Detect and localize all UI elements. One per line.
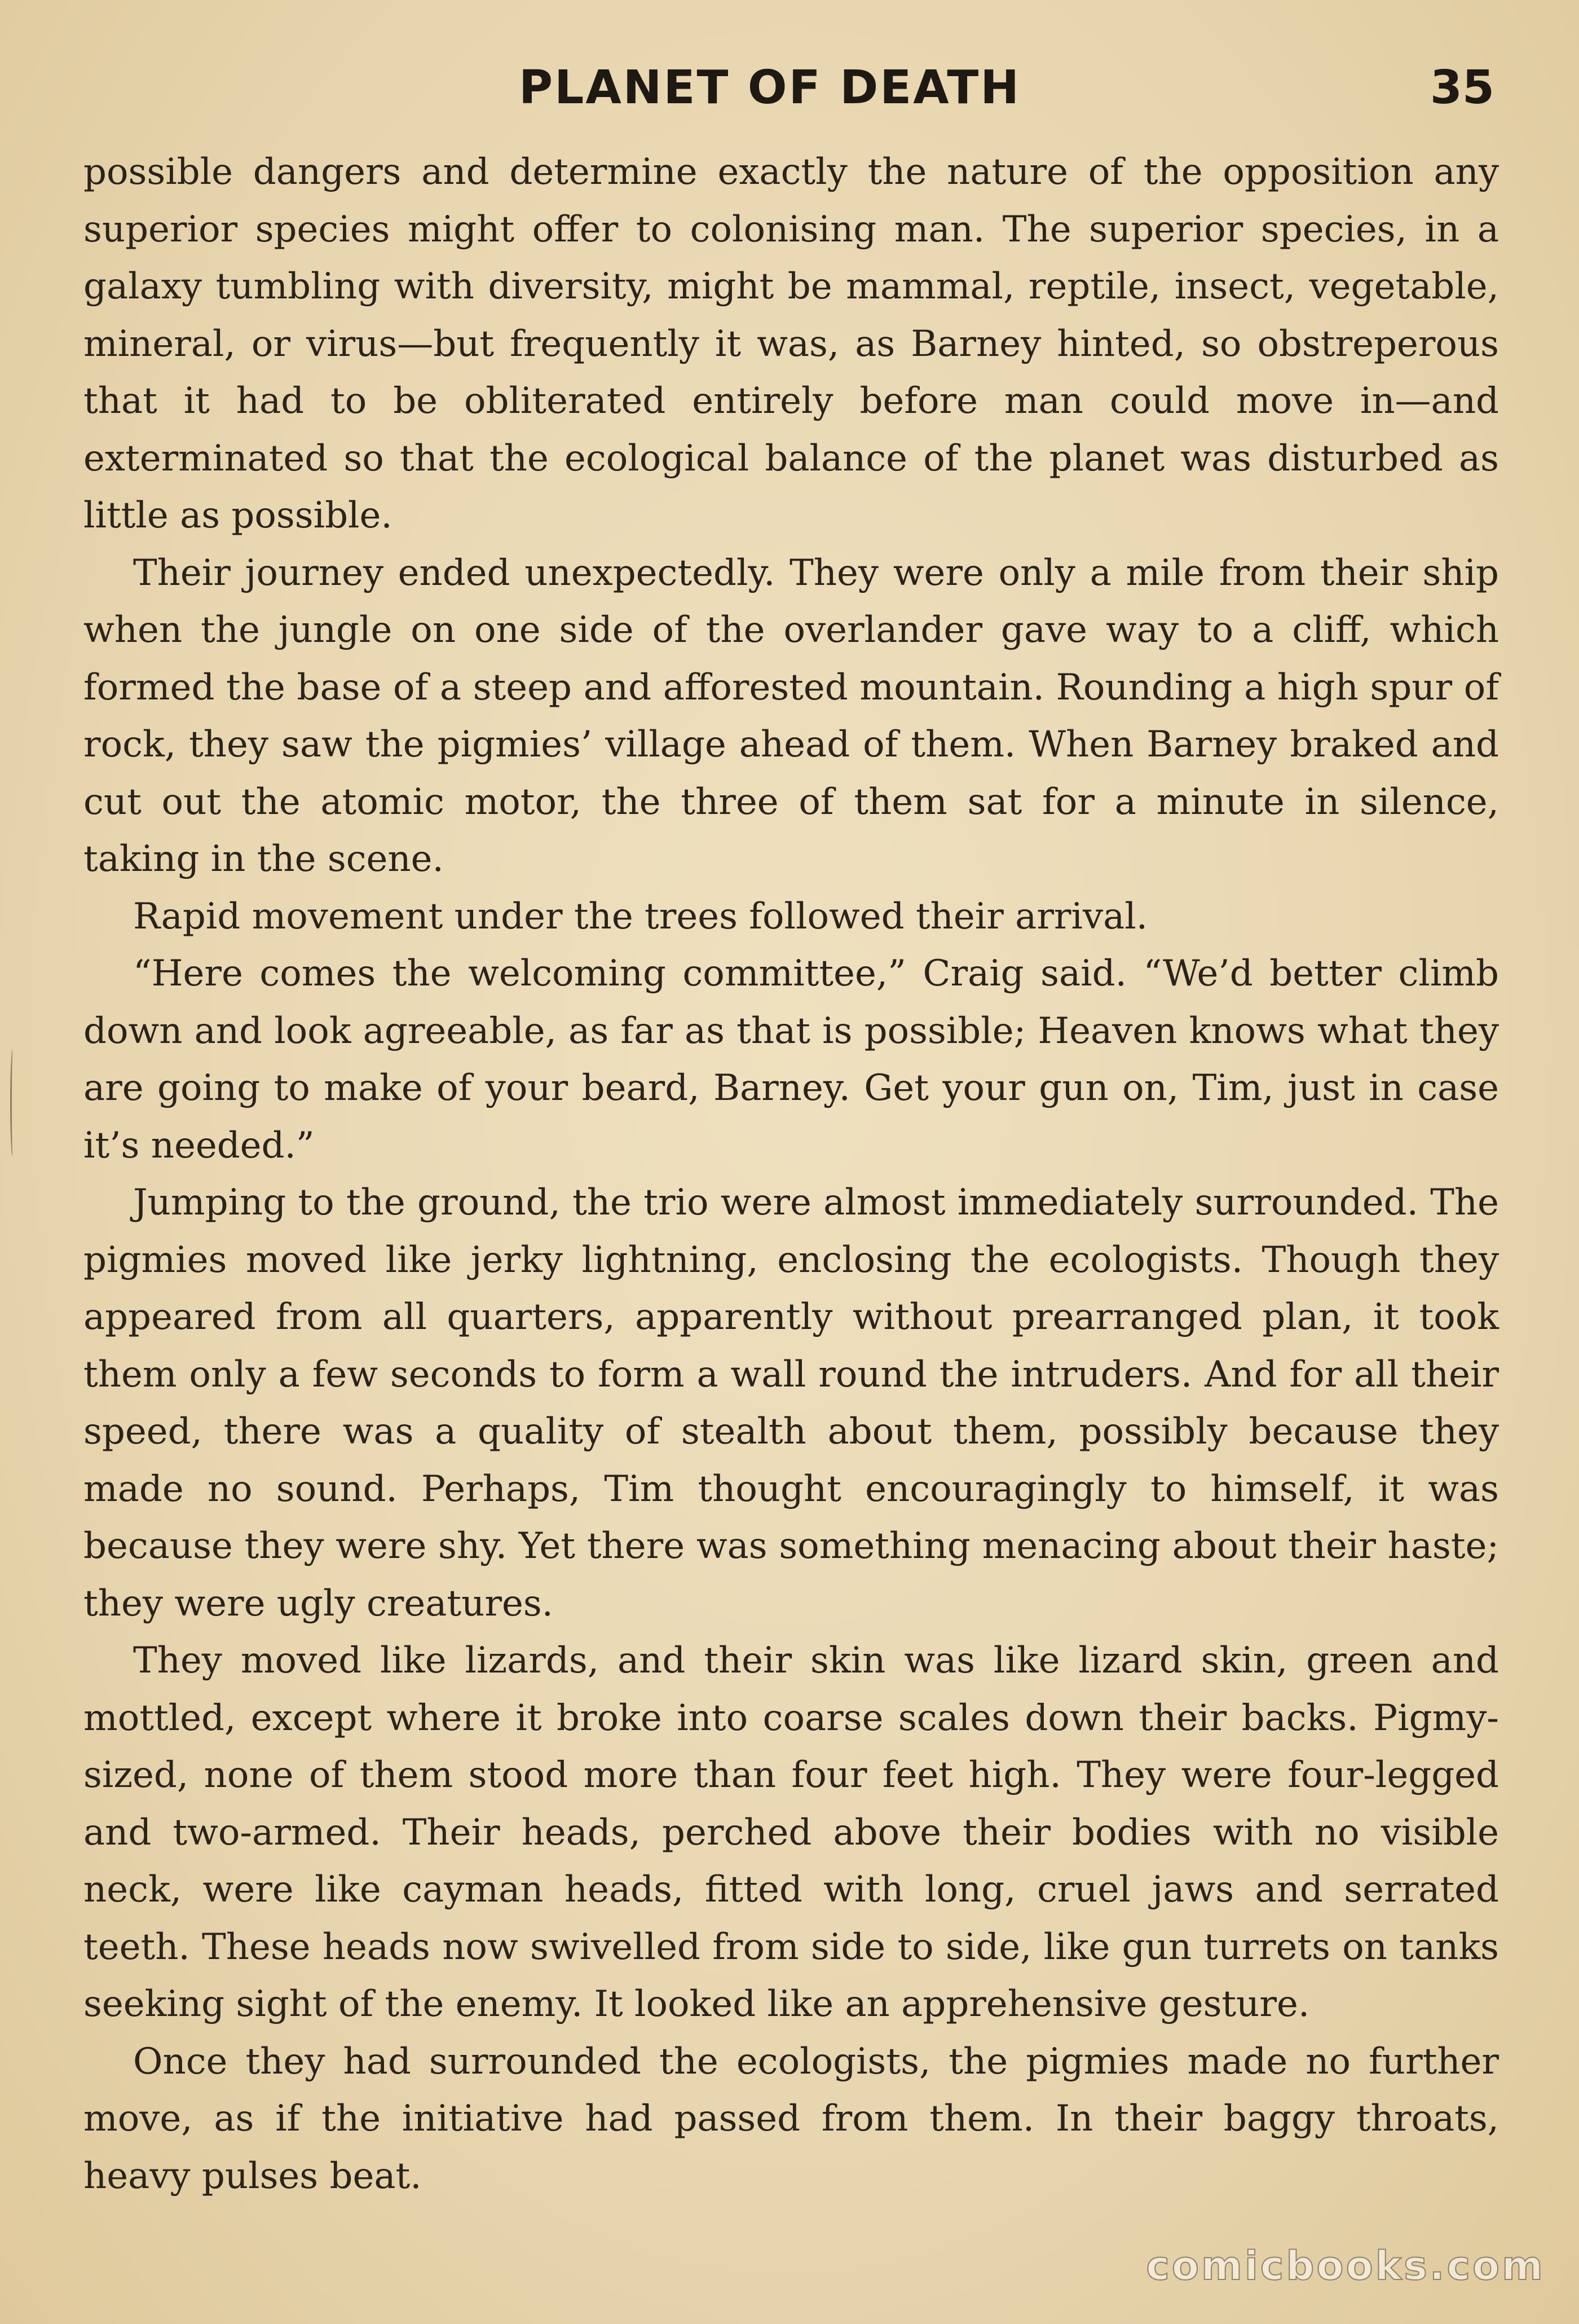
watermark: comicbooks.com: [1146, 2243, 1545, 2289]
page-number: 35: [1430, 61, 1494, 115]
paragraph-2: Their journey ended unexpectedly. They were only a mile from their ship when the jungle on one side of the overlander gave way to a cliff, which formed the base of a steep and afforested mountain. Rounding a high spur of rock, they saw the pigmies’ village ahead of them. When Barney braked and cut out the atomic motor, the three of them sat for a minute in silence, taking in the scene.: [83, 552, 1499, 880]
paragraph-5: Jumping to the ground, the trio were almost immediately surrounded. The pigmies moved like jerky lightning, enclosing the ecologists. Though they appeared from all quarters, apparently without prearranged plan, it took them only a few seconds to form a wall round the intruders. And for all their speed, there was a quality of stealth about them, possibly because they made no sound. Perhaps, Tim thought encouragingly to himself, it was because they were shy. Yet there was something menacing about their haste; they were ugly creatures.: [83, 1182, 1499, 1625]
page-header: [0, 61, 1579, 123]
running-title: PLANET OF DEATH: [519, 61, 1021, 115]
paragraph-6: They moved like lizards, and their skin was like lizard skin, green and mottled, except where it broke into coarse scales down their backs. Pigmy-sized, none of them stood more than four feet high. They were four-legged and two-armed. Their heads, perched above their bodies with no visible neck, were like cayman heads, fitted with long, cruel jaws and serrated teeth. These heads now swivelled from side to side, like gun turrets on tanks seeking sight of the enemy. It looked like an apprehensive gesture.: [83, 1640, 1499, 2025]
paragraph-7: Once they had surrounded the ecologists, the pigmies made no further move, as if the initiative had passed from them. In their baggy throats, heavy pulses beat.: [83, 2040, 1499, 2197]
margin-pencil-mark: [10, 1049, 15, 1156]
paragraph-3: Rapid movement under the trees followed their arrival.: [133, 895, 1148, 937]
paragraph-4: “Here comes the welcoming committee,” Craig said. “We’d better climb down and look agreeable, as far as that is possible; Heaven knows what they are going to make of your beard, Barney. Get your gun on, Tim, just in case it’s needed.”: [83, 953, 1499, 1167]
body-text: [83, 144, 1499, 2205]
paragraph-1: possible dangers and determine exactly the nature of the opposition any superior species might offer to colonising man. The superior species, in a galaxy tumbling with diversity, might be mammal, reptile, insect, vegetable, mineral, or virus—but frequently it was, as Barney hinted, so obstreperous that it had to be obliterated entirely before man could move in—and exterminated so that the ecological balance of the planet was disturbed as little as possible.: [83, 151, 1499, 536]
